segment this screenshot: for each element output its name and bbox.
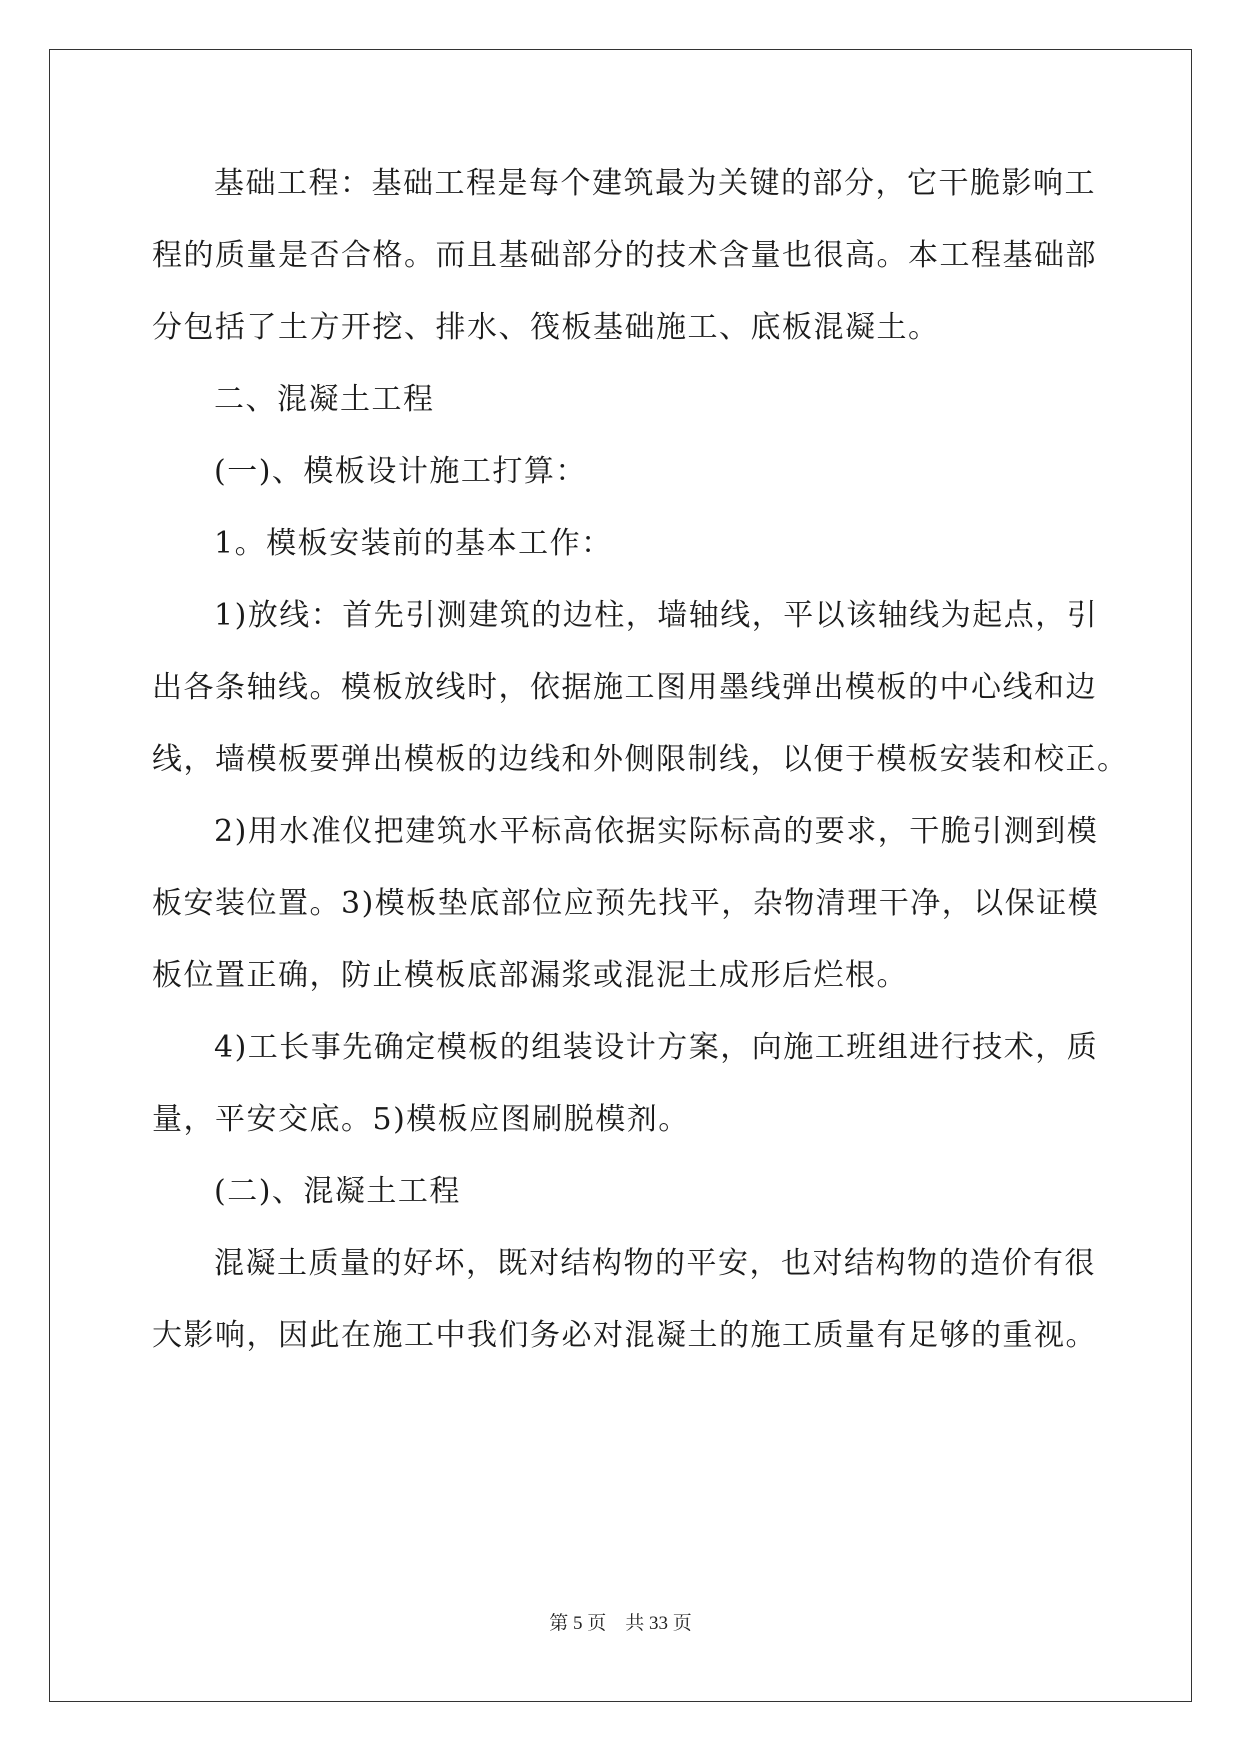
paragraph-line: 大影响，因此在施工中我们务必对混凝土的施工质量有足够的重视。 [152,1318,1097,1353]
paragraph-line: 板位置正确，防止模板底部漏浆或混泥土成形后烂根。 [152,958,908,993]
subsection-heading: (二)、混凝土工程 [214,1174,461,1209]
paragraph-line: 2)用水准仪把建筑水平标高依据实际标高的要求，干脆引测到模 [214,814,1099,849]
subsection-heading: (一)、模板设计施工打算： [214,454,587,489]
paragraph-line: 基础工程：基础工程是每个建筑最为关键的部分，它干脆影响工 [214,166,1096,201]
item-heading: 1。模板安装前的基本工作： [214,526,613,561]
page-number: 第 5 页 [549,1613,607,1634]
paragraph-line: 4)工长事先确定模板的组装设计方案，向施工班组进行技术，质 [214,1030,1099,1065]
section-heading: 二、混凝土工程 [214,382,435,417]
paragraph-line: 分包括了土方开挖、排水、筏板基础施工、底板混凝土。 [152,310,940,345]
paragraph-line: 1)放线：首先引测建筑的边柱，墙轴线，平以该轴线为起点，引 [214,598,1099,633]
paragraph-line: 线，墙模板要弹出模板的边线和外侧限制线，以便于模板安装和校正。 [152,742,1129,777]
page-footer [0,1608,1241,1635]
paragraph-line: 量，平安交底。5)模板应图刷脱模剂。 [152,1102,690,1137]
page-border [49,49,1192,1702]
paragraph-line: 出各条轴线。模板放线时，依据施工图用墨线弹出模板的中心线和边 [152,670,1097,705]
paragraph-line: 程的质量是否合格。而且基础部分的技术含量也很高。本工程基础部 [152,238,1097,273]
paragraph-line: 板安装位置。3)模板垫底部位应预先找平，杂物清理干净，以保证模 [152,886,1100,921]
paragraph-line: 混凝土质量的好坏，既对结构物的平安，也对结构物的造价有很 [214,1246,1096,1281]
page-total: 共 33 页 [625,1613,692,1634]
